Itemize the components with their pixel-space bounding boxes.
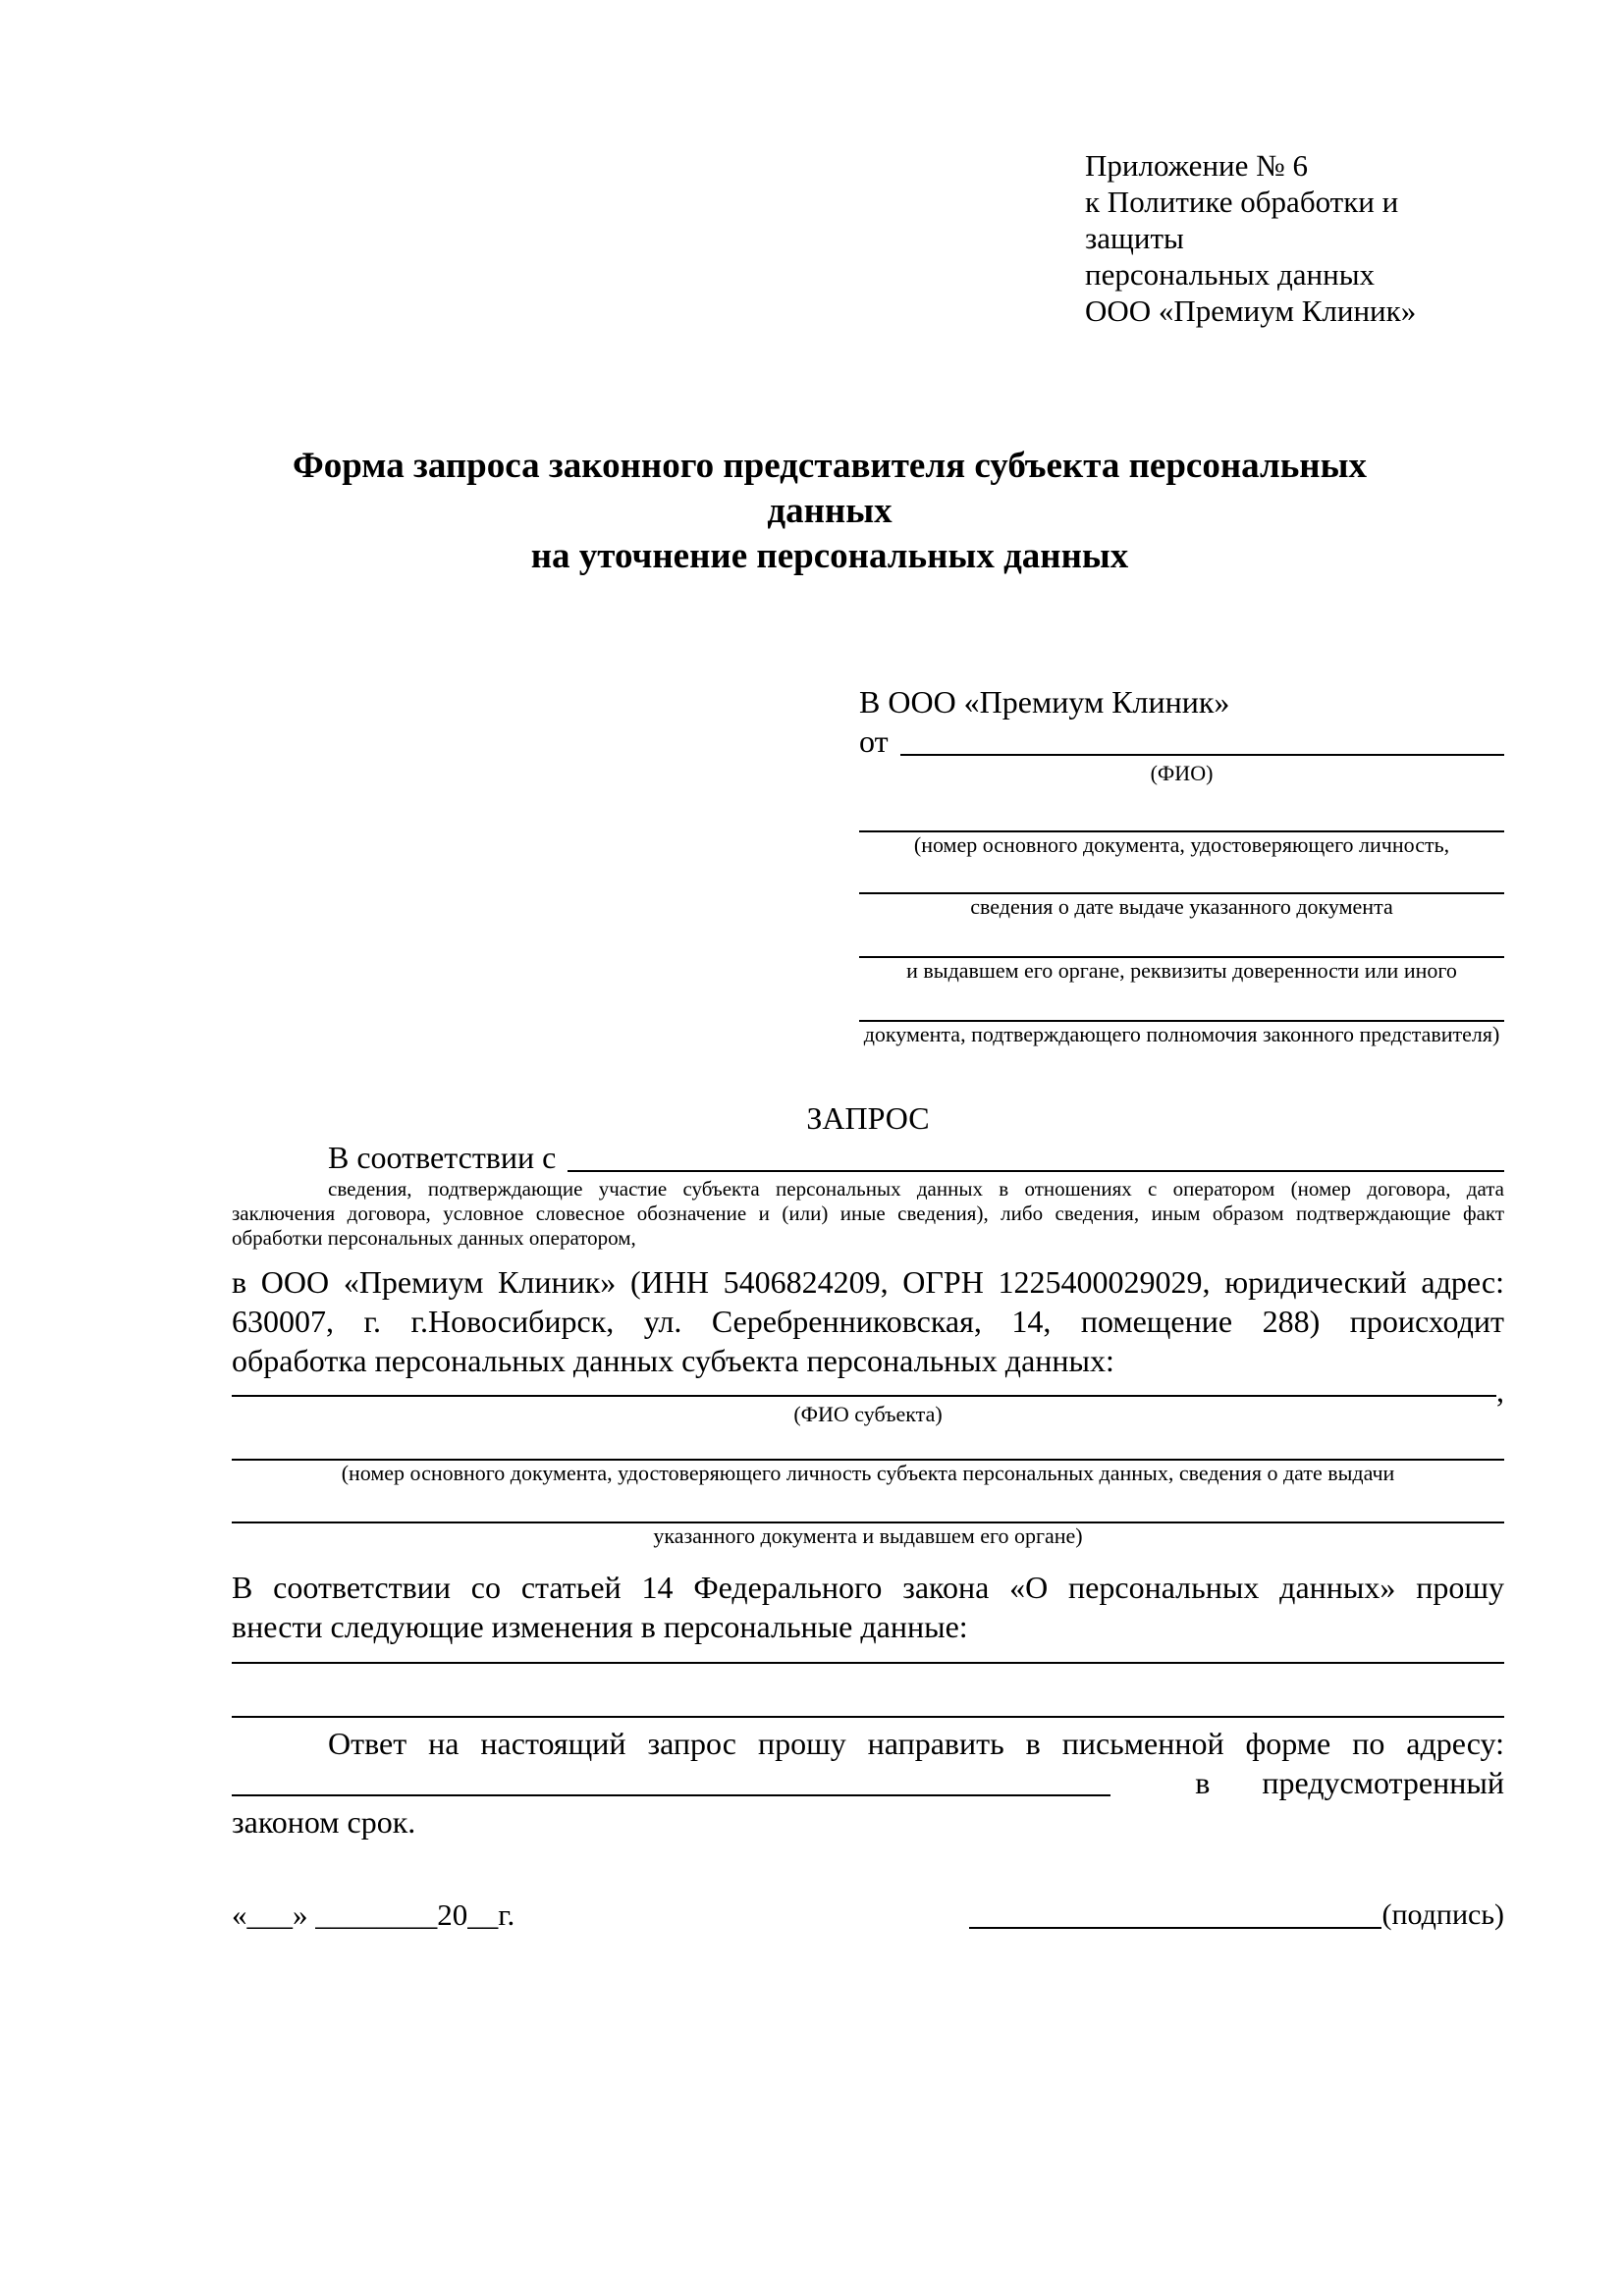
blank-field-line [232,1426,1504,1461]
subject-fio-comma: , [1496,1373,1504,1409]
law-line: В соответствии со статьей 14 Федерального закона «О персональных данных» прошу [232,1570,1504,1605]
answer-right-text: в предусмотренный [1195,1765,1504,1800]
law-line: внести следующие изменения в персональные данные: [232,1609,968,1644]
annex-line: Приложение № 6 [1085,148,1308,183]
from-fill-line [900,721,1504,756]
subject-caption-doc: (номер основного документа, удостоверяющего личность субъекта персональных данных, сведения о дате выдачи [341,1461,1395,1485]
addressee-block [859,682,1504,1046]
blank-field-line [232,1485,1504,1523]
page-title-line: Форма запроса законного представителя субъекта персональных данных [292,446,1367,531]
date-line: «___» ________20__г. [232,1897,515,1932]
blank-field-line [859,919,1504,958]
page-title-line: на уточнение персональных данных [530,536,1129,576]
intro-caption-line: сведения, подтверждающие участие субъекта персональных данных в отношениях с оператором (номер договора, дата [328,1177,1504,1201]
intro-caption [232,1177,1504,1251]
field-caption-fio: (ФИО) [1150,761,1214,785]
blank-field-line [859,785,1504,832]
request-heading: ЗАПРОС [806,1100,930,1136]
annex-note [1085,147,1504,329]
changes-blank-line [232,1664,1504,1718]
answer-address-row [232,1763,1504,1802]
operator-line: в ООО «Премиум Клиник» (ИНН 5406824209, ОГРН 1225400029029, юридический адрес: [232,1264,1504,1300]
blank-field-line [859,983,1504,1022]
operator-paragraph [232,1262,1504,1380]
footer-row [232,1896,1504,1935]
intro-fill-line [568,1138,1504,1172]
operator-line: обработка персональных данных субъекта персональных данных: [232,1343,1114,1378]
subject-caption-issuer: указанного документа и выдавшем его органе) [653,1523,1083,1548]
from-row [859,721,1504,761]
signature-caption: (подпись) [1381,1898,1504,1931]
page-title [232,444,1504,579]
field-caption-issue-date: сведения о дате выдаче указанного документа [970,894,1393,919]
from-label: от [859,723,889,759]
field-caption-doc-number: (номер основного документа, удостоверяющего личность, [913,832,1450,857]
address-fill-line [232,1763,1110,1796]
operator-line: 630007, г. г.Новосибирск, ул. Серебренниковская, 14, помещение 288) происходит [232,1304,1504,1339]
intro-prefix: В соответствии с [328,1140,557,1175]
field-caption-authority-doc: документа, подтверждающего полномочия законного представителя) [863,1022,1500,1046]
intro-caption-line: заключения договора, условное словесное обозначение и (или) иные сведения), либо сведения, иным образом подтверждающие факт [232,1201,1504,1225]
annex-line: ООО «Премиум Клиник» [1085,294,1417,328]
annex-line: персональных данных [1085,257,1376,292]
addressee-organization: В ООО «Премиум Клиник» [859,684,1230,720]
blank-field-line [859,857,1504,894]
intro-caption-line: обработки персональных данных оператором, [232,1226,636,1250]
intro-row [232,1138,1504,1177]
subject-fio-row [232,1373,1504,1409]
answer-line3: законом срок. [232,1804,416,1840]
law-paragraph [232,1568,1504,1646]
changes-blank-line [232,1646,1504,1664]
subject-caption-fio: (ФИО субъекта) [793,1402,943,1426]
signature-fill-line [969,1896,1381,1929]
answer-line1: Ответ на настоящий запрос прошу направить в письменной форме по адресу: [328,1726,1504,1761]
annex-line: к Политике обработки и защиты [1085,185,1399,255]
subject-fio-fill-line [232,1380,1496,1397]
field-caption-issuer: и выдавшем его органе, реквизиты доверенности или иного [906,958,1457,983]
